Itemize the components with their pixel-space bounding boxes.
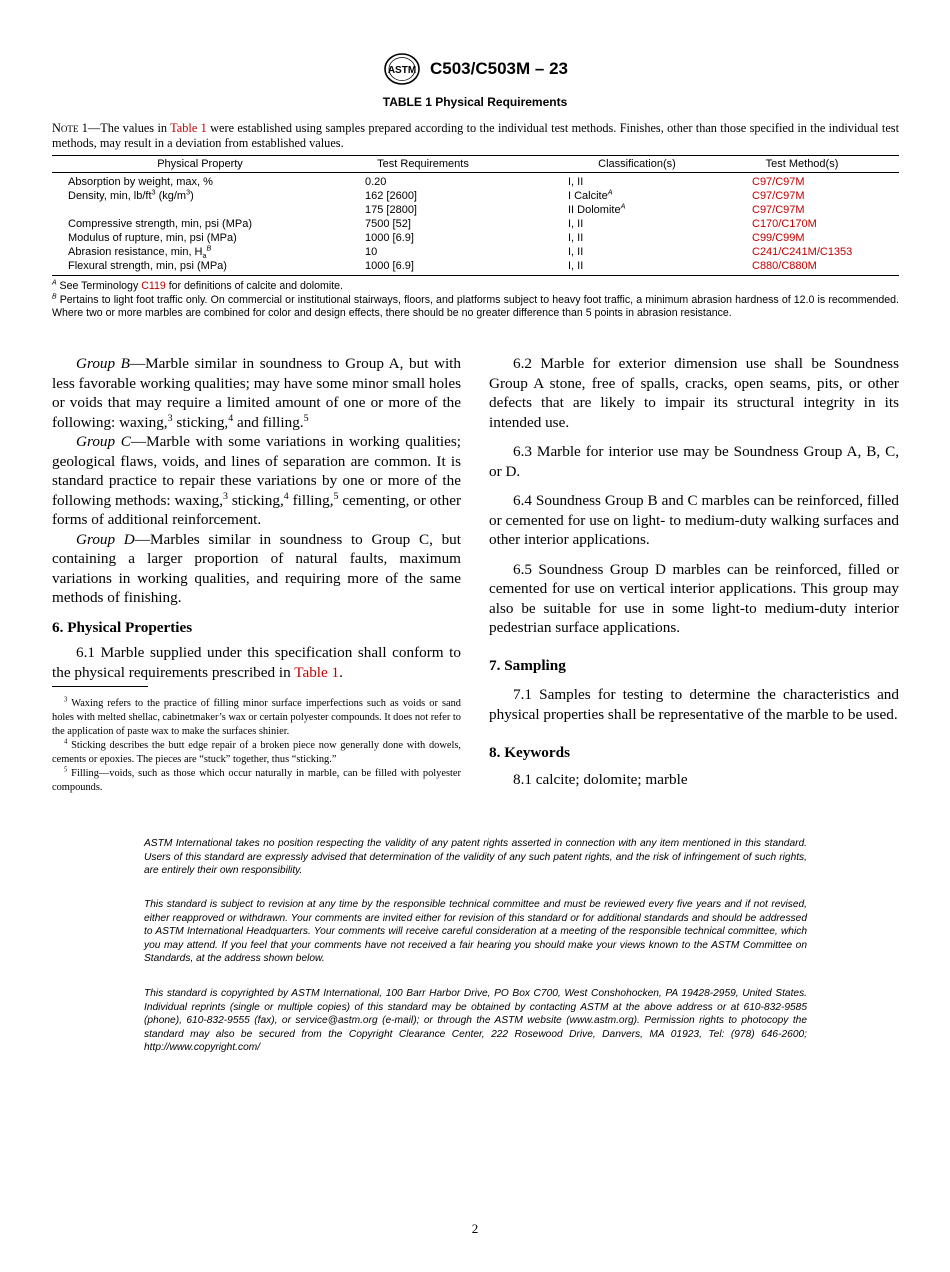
table-cell: II Dolomite$^A$ xyxy=(568,202,626,216)
table-bottom-rule xyxy=(52,275,899,276)
table-1-link[interactable]: Table 1 xyxy=(294,663,340,681)
paragraph-6-2: 6.2 Marble for exterior dimension use shall be Soundness Group A stone, free of spalls, cracks, open seams, pits, or other defects that are likely to impair its structural integrity in its intended use. xyxy=(489,355,899,431)
table-footnote-a: $^A$ See Terminology C119 for definitions of calcite and dolomite. xyxy=(52,279,343,292)
test-method-link[interactable]: C880/C880M xyxy=(752,260,817,272)
table-cell: I, II xyxy=(568,260,584,272)
section-6-title: 6. Physical Properties xyxy=(52,618,193,636)
test-method-link[interactable]: C241/C241M/C1353 xyxy=(752,246,853,258)
section-8-title: 8. Keywords xyxy=(489,744,570,761)
paragraph-7-1: 7.1 Samples for testing to determine the characteristics and physical properties shall be representative of the marble to be used. xyxy=(489,686,899,723)
test-method-link[interactable]: C97/C97M xyxy=(752,190,805,202)
astm-logo-icon xyxy=(382,52,422,86)
page-header xyxy=(0,52,950,86)
legal-notice-patent: ASTM International takes no position respecting the validity of any patent rights asserted in connection with any item mentioned in this standard. Users of this standard are expressly advised that determination of the validity of any such patent rights, and the risk of infringement of such rights, are entirely their own responsibility. xyxy=(144,838,807,876)
paragraph-6-4: 6.4 Soundness Group B and C marbles can be reinforced, filled or cemented for use on light- to medium-duty walking surfaces and other interior applications. xyxy=(489,492,899,548)
test-method-link[interactable]: C170/C170M xyxy=(752,218,817,230)
legal-notice-revision: This standard is subject to revision at any time by the responsible technical committee and must be reviewed every five years and if not revised, either reapproved or withdrawn. Your comments are invited either for revision of this standard or for additional standards and should be addressed to ASTM International Headquarters. Your comments will receive careful consideration at a meeting of the responsible technical committee, which you may attend. If you feel that your comments have not received a fair hearing you should make your views known to the ASTM Committee on Standards, at the address shown below. xyxy=(144,899,807,964)
table-header-rule xyxy=(52,172,899,173)
table-cell: 7500 [52] xyxy=(365,218,411,230)
left-column xyxy=(52,354,461,682)
section-7-title: 7. Sampling xyxy=(489,656,566,674)
paragraph-8-1: 8.1 calcite; dolomite; marble xyxy=(513,770,688,788)
table-cell: 1000 [6.9] xyxy=(365,260,414,272)
test-method-link[interactable]: C97/C97M xyxy=(752,204,805,216)
footnote-3: $^3$ Waxing refers to the practice of filling minor surface imperfections such as voids or sand holes with melted shellac, cabinetmaker’s wax or certain polyester compounds. It does not refer to the application of paste wax to make the surfaces shinier. xyxy=(52,696,461,737)
paragraph-6-1: 6.1 Marble supplied under this specification shall conform to the physical requirements prescribed in Table 1. xyxy=(52,644,461,681)
table-cell: Absorption by weight, max, % xyxy=(68,176,213,188)
footnote-4: $^4$ Sticking describes the butt edge repair of a broken piece now generally done with dowels, cements or epoxies. The pieces are “stuck” together, thus “sticking.” xyxy=(52,738,461,765)
page-number: 2 xyxy=(471,1221,479,1236)
table-cell: 162 [2600] xyxy=(365,190,417,202)
table-cell: Modulus of rupture, min, psi (MPa) xyxy=(68,232,237,244)
table-cell: 10 xyxy=(365,246,378,258)
group-c-paragraph: Group C—Marble with some variations in working qualities; geological flaws, voids, and lines of separation are common. It is standard practice to repair these variations by one or more of the following methods: waxing,$^3$ sticking,$^4$ filling,$^5$ cementing, or other forms of additional reinforcement. xyxy=(52,433,461,528)
table-top-rule xyxy=(52,155,899,156)
table-header-method: Test Method(s) xyxy=(765,158,839,170)
table-cell: I, II xyxy=(568,218,584,230)
table-cell: 0.20 xyxy=(365,176,387,188)
paragraph-6-5: 6.5 Soundness Group D marbles can be reinforced, filled or cemented for use on vertical interior applications. This group may also be suitable for use in some light-to medium-duty interior pedestrian surface applications. xyxy=(489,560,899,636)
table-header-property: Physical Property xyxy=(157,158,243,170)
table-1-link[interactable]: Table 1 xyxy=(170,121,207,135)
table-header-requirements: Test Requirements xyxy=(377,158,469,170)
table-cell: Compressive strength, min, psi (MPa) xyxy=(68,218,252,230)
table-cell: I Calcite$^A$ xyxy=(568,188,613,202)
test-method-link[interactable]: C97/C97M xyxy=(752,176,805,188)
note-label: Note 1 xyxy=(52,121,88,135)
document-designation: C503/C503M – 23 xyxy=(430,59,568,78)
test-method-link[interactable]: C99/C99M xyxy=(752,232,805,244)
right-column xyxy=(489,354,899,789)
table-title: TABLE 1 Physical Requirements xyxy=(382,95,568,109)
c119-link[interactable]: C119 xyxy=(141,280,166,292)
footnotes xyxy=(52,697,461,795)
table-note: Note 1—The values in Table 1 were established using samples prepared according to the individual test methods. Finishes, other than those specified in the individual test methods, may result in a deviation from established values. xyxy=(52,121,899,150)
footnote-rule xyxy=(52,686,148,687)
svg-text:ASTM: ASTM xyxy=(387,65,417,76)
table-cell: I, II xyxy=(568,246,584,258)
footnote-5: $^5$ Filling—voids, such as those which occur naturally in marble, can be filled with polyester compounds. xyxy=(52,766,461,793)
table-cell: I, II xyxy=(568,232,584,244)
legal-notice-copyright: This standard is copyrighted by ASTM International, 100 Barr Harbor Drive, PO Box C700, West Conshohocken, PA 19428-2959, United States. Individual reprints (single or multiple copies) of this standard may be obtained by contacting ASTM at the above address or at 610-832-9585 (phone), 610-832-9555 (fax), or service@astm.org (e-mail); or through the ASTM website (www.astm.org). Permission rights to photocopy the standard may also be secured from the Copyright Clearance Center, 222 Rosewood Drive, Danvers, MA 01923, Tel: (978) 646-2600; http://www.copyright.com/ xyxy=(144,988,807,1053)
table-footnotes xyxy=(52,280,899,321)
table-header-classification: Classification(s) xyxy=(598,158,676,170)
table-cell: Flexural strength, min, psi (MPa) xyxy=(68,260,227,272)
group-d-paragraph: Group D—Marbles similar in soundness to Group C, but containing a larger proportion of natural faults, maximum variations in working qualities, and requiring more of the same methods of finishing. xyxy=(52,530,461,606)
table-cell: Abrasion resistance, min, $H_a^B$ xyxy=(68,244,212,261)
table-cell: Density, min, $lb/ft^3$ $(kg/m^3)$ xyxy=(68,188,194,202)
paragraph-6-3: 6.3 Marble for interior use may be Soundness Group A, B, C, or D. xyxy=(489,443,899,480)
table-cell: 175 [2800] xyxy=(365,204,417,216)
table-footnote-b: $^B$ Pertains to light foot traffic only. On commercial or institutional stairways, floors, and platforms subject to heavy foot traffic, a minimum abrasion hardness of 12.0 is recommended. Where two or more marbles are combined for color and design effects, there should be no greater difference than 5 points in abrasion resistance. xyxy=(52,292,899,319)
group-b-paragraph: Group B—Marble similar in soundness to Group A, but with less favorable working qualities; may have some minor small holes or voids that may require a limited amount of one or more of the following: waxing,$^3$ sticking,$^4$ and filling.$^5$ xyxy=(52,355,461,431)
table-cell: I, II xyxy=(568,176,584,188)
table-cell: 1000 [6.9] xyxy=(365,232,414,244)
